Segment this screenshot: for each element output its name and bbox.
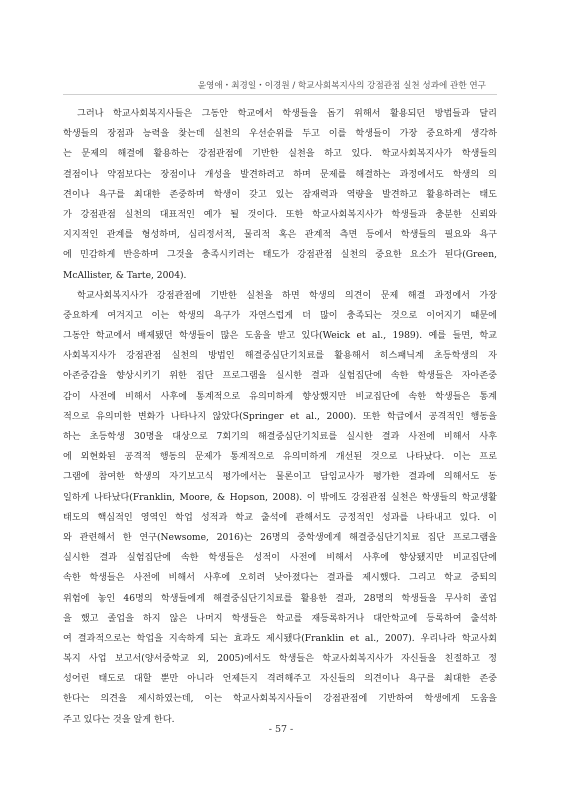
text-line: 을 했고 졸업을 하지 않은 나머지 학생들은 학교를 재등록하거나 대안학교에 등록하여 출석하 bbox=[63, 613, 497, 624]
text-line: 적으로 유의미한 변화가 나타나지 않았다(Springer et al., 2000). 또한 학급에서 공격적인 행동을 bbox=[63, 411, 497, 422]
text-line: 실시한 결과 실험집단에 속한 학생들은 성적이 사전에 비해서 사후에 향상됐지만 비교집단에 bbox=[63, 553, 497, 564]
text-line: 중요하게 여겨지고 이는 학생의 욕구가 자연스럽게 더 많이 충족되는 것으로 이어지기 때문에 bbox=[63, 310, 497, 321]
text-line: 아존중감을 향상시키기 위한 집단 프로그램을 실시한 결과 실험집단에 속한 학생들은 자아존중 bbox=[63, 371, 497, 382]
page-number: - 57 - bbox=[268, 724, 294, 735]
text-line: 속한 학생들은 사전에 비해서 사후에 오히려 낮아졌다는 결과를 제시했다. 그리고 학교 중퇴의 bbox=[63, 573, 497, 584]
text-line: 에 외현화된 공격적 행동의 문제가 통계적으로 유의미하게 개선된 것으로 나타났다. 이는 프로 bbox=[63, 452, 497, 463]
text-line: 일하게 나타났다(Franklin, Moore, & Hopson, 2008). 이 밖에도 강점관점 실천은 학생들의 학교생활 bbox=[63, 492, 497, 503]
paragraph-1 bbox=[63, 104, 497, 286]
text-line: 와 관련해서 한 연구(Newsome, 2016)는 26명의 중학생에게 해결중심단기치료 집단 프로그램을 bbox=[63, 532, 497, 543]
text-line: 지지적인 관계를 형성하며, 심리정서적, 물리적 혹은 관계적 측면 등에서 학생들의 필요와 욕구 bbox=[63, 230, 497, 241]
text-line: 그동안 학교에서 배제됐던 학생들이 많은 도움을 받고 있다(Weick et al., 1989). 예를 들면, 학교 bbox=[63, 331, 497, 342]
text-line: 가 강점관점 실천의 대표적인 예가 될 것이다. 또한 학교사회복지사가 학생들과 충분한 신뢰와 bbox=[63, 209, 497, 220]
text-line: 사회복지사가 강점관점 실천의 방법인 해결중심단기치료를 활용해서 히스패닉계 초등학생의 자 bbox=[63, 351, 497, 362]
header-divider bbox=[63, 94, 497, 95]
running-header: 윤영애・최경일・이경원 / 학교사회복지사의 강점관점 실천 성과에 관한 연구 bbox=[197, 81, 486, 91]
text-line: 에 민감하게 반응하며 그것을 충족시키려는 태도가 강점관점 실천의 중요한 요소가 된다(Green, bbox=[63, 250, 497, 261]
paragraph-2 bbox=[63, 286, 497, 730]
paragraph-text bbox=[63, 104, 497, 286]
text-line: 태도의 핵심적인 영역인 학업 성적과 학교 출석에 관해서도 긍정적인 성과를 나타내고 있다. 이 bbox=[63, 512, 497, 523]
text-line: 학생들의 장점과 능력을 찾는데 실천의 우선순위를 두고 이를 학생들이 가장 중요하게 생각하 bbox=[63, 129, 497, 140]
text-line: 그러나 학교사회복지사들은 그동안 학교에서 학생들을 돕기 위해서 활용되던 방법들과 달리 bbox=[77, 109, 497, 119]
text-line: 주고 있다는 것을 알게 한다. bbox=[63, 714, 175, 725]
text-line: 학교사회복지사가 강점관점에 기반한 실천을 하면 학생의 의견이 문제 해결 과정에서 가장 bbox=[77, 290, 497, 301]
text-line: 여 결과적으로는 학업을 지속하게 되는 효과도 제시됐다(Franklin et al., 2007). 우리나라 학교사회 bbox=[63, 633, 497, 644]
text-line: 그램에 참여한 학생의 자기보고식 평가에서는 물론이고 담임교사가 평가한 결과에 의해서도 동 bbox=[63, 472, 497, 483]
text-line: 하는 초등학생 30명을 대상으로 7회기의 해결중심단기치료를 실시한 결과 사전에 비해서 사후 bbox=[63, 432, 497, 442]
text-line: 견이나 욕구를 최대한 존중하며 학생이 갖고 있는 잠재력과 역량을 발견하고 활용하려는 태도 bbox=[63, 189, 497, 200]
text-line: 성어린 태도로 대할 뿐만 아니라 언제든지 격려해주고 자신들의 의견이나 욕구를 최대한 존중 bbox=[63, 674, 497, 685]
text-line: 한다는 의견을 제시하였는데, 이는 학교사회복지사들이 강점관점에 기반하여 학생에게 도움을 bbox=[63, 694, 497, 705]
text-line: 위험에 놓인 46명의 학생들에게 해결중심단기치료를 활용한 결과, 28명의 학생들을 무사히 졸업 bbox=[63, 593, 497, 604]
paragraph-text bbox=[63, 286, 497, 730]
body-text bbox=[63, 104, 497, 730]
text-line: 감이 사전에 비해서 사후에 통계적으로 유의미하게 향상했지만 비교집단에 속한 학생들은 통계 bbox=[63, 391, 497, 402]
text-line: 복지 사업 보고서(양서중학교 외, 2005)에서도 학생들은 학교사회복지사가 자신들을 친절하고 정 bbox=[63, 654, 497, 665]
text-line: 는 문제의 해결에 활용하는 강점관점에 기반한 실천을 하고 있다. 학교사회복지사가 학생들의 bbox=[63, 149, 497, 160]
text-line: 결점이나 약점보다는 장점이나 개성을 발견하려고 하며 문제를 해결하는 과정에서도 학생의 의 bbox=[63, 169, 497, 180]
text-line: McAllister, & Tarte, 2004). bbox=[63, 270, 187, 281]
